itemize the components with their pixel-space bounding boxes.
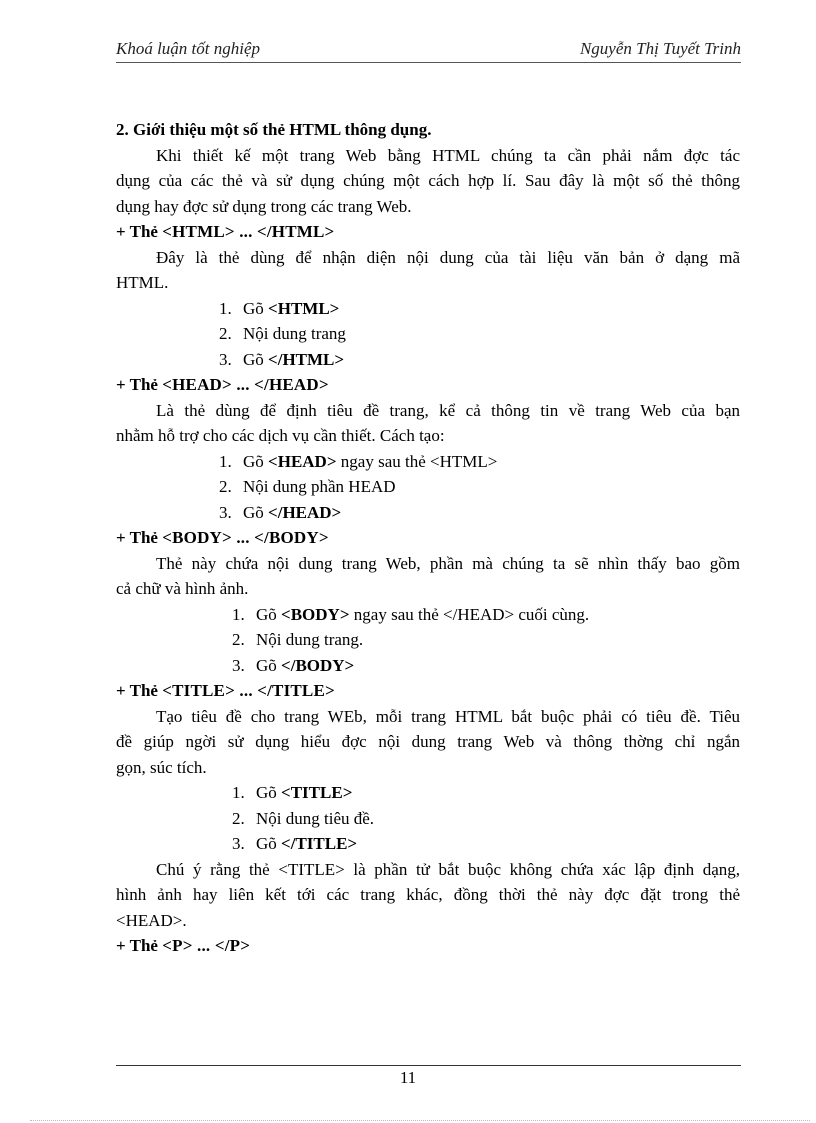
p-tag-name: <P> ... </P> — [162, 936, 251, 955]
title-note-line-2: hình ảnh hay liên kết tới các trang khác, đồng thời thẻ này đợc đặt trong thẻ — [116, 885, 740, 904]
step-after: ngay sau thẻ <HTML> — [336, 451, 498, 471]
step-number: 2. — [232, 630, 245, 649]
header-right-text: Nguyễn Thị Tuyết Trinh — [579, 39, 741, 58]
step-tag: </TITLE> — [281, 834, 358, 853]
page-header — [116, 40, 741, 63]
step-number: 1. — [232, 604, 245, 624]
step-number: 3. — [219, 502, 232, 522]
head-tag-heading — [116, 372, 740, 398]
footer-rule — [116, 1065, 741, 1066]
html-tag-prefix: + Thẻ — [116, 222, 163, 241]
step-number: 1. — [219, 451, 232, 471]
step-text: Gõ — [256, 834, 282, 853]
step-tag: </HTML> — [268, 349, 345, 369]
body-desc-line-1: Thẻ này chứa nội dung trang Web, phần mà chúng ta sẽ nhìn thấy bao gồm — [156, 553, 740, 573]
html-tag-name: <HTML> ... </HTML> — [162, 222, 335, 241]
step-tag: <HEAD> — [268, 451, 337, 471]
step-number: 3. — [232, 655, 245, 675]
title-step-3 — [116, 831, 740, 857]
title-note-line-1: Chú ý rằng thẻ <TITLE> là phần tử bắt buộc không chứa xác lập định dạng, — [156, 859, 740, 879]
html-step-2 — [116, 321, 740, 347]
step-tag: <TITLE> — [281, 783, 353, 802]
page-number: 11 — [399, 1068, 417, 1087]
step-text: Gõ — [243, 349, 269, 369]
html-tag-heading — [116, 219, 740, 245]
head-tag-prefix: + Thẻ — [116, 375, 163, 394]
title-note-line-3: <HEAD>. — [116, 910, 187, 930]
page-bottom-dotted-line — [30, 1120, 810, 1121]
body-step-1 — [116, 602, 740, 628]
step-text: Gõ — [243, 451, 269, 471]
step-number: 1. — [232, 783, 245, 802]
step-tag: </BODY> — [281, 655, 355, 675]
body-tag-heading — [116, 525, 740, 551]
title-step-2 — [116, 806, 740, 832]
intro-line-3: dụng hay đợc sử dụng trong các trang Web. — [116, 196, 412, 216]
step-number: 3. — [219, 349, 232, 369]
html-desc-line-2: HTML. — [116, 273, 169, 292]
html-step-1 — [116, 296, 740, 322]
body-tag-name: <BODY> ... </BODY> — [162, 528, 329, 547]
p-tag-heading — [116, 933, 740, 959]
step-number: 3. — [232, 834, 245, 853]
step-number: 2. — [219, 477, 232, 496]
step-number: 2. — [232, 808, 245, 828]
step-tag: </HEAD> — [268, 502, 342, 522]
intro-line-1: Khi thiết kế một trang Web bằng HTML chúng ta cần phải nắm đợc tác — [156, 145, 740, 165]
page-content — [116, 117, 740, 959]
step-text: Gõ — [243, 502, 269, 522]
head-desc-line-1: Là thẻ dùng để định tiêu đề trang, kể cả thông tin về trang Web của bạn — [156, 400, 740, 420]
title-tag-heading — [116, 678, 740, 704]
step-tag: <HTML> — [268, 298, 340, 318]
step-text: Gõ — [256, 783, 282, 802]
step-number: 1. — [219, 298, 232, 318]
head-tag-name: <HEAD> ... </HEAD> — [162, 375, 329, 394]
step-tag: <BODY> — [281, 604, 350, 624]
step-text: Nội dung tiêu đề. — [256, 808, 375, 828]
p-tag-prefix: + Thẻ — [116, 936, 163, 955]
title-desc-line-2: đề giúp ngời sử dụng hiểu đợc nội dung trang Web và thông thờng chỉ ngắn — [116, 732, 740, 751]
title-step-1 — [116, 780, 740, 806]
step-text: Gõ — [243, 298, 269, 318]
section-title: 2. Giới thiệu một số thẻ HTML thông dụng. — [116, 120, 432, 139]
title-desc-line-1: Tạo tiêu đề cho trang WEb, mỗi trang HTML bắt buộc phải có tiêu đề. Tiêu — [156, 706, 740, 726]
html-step-3 — [116, 347, 740, 373]
head-step-2 — [116, 474, 740, 500]
body-tag-prefix: + Thẻ — [116, 528, 163, 547]
body-step-2 — [116, 627, 740, 653]
head-step-3 — [116, 500, 740, 526]
body-step-3 — [116, 653, 740, 679]
title-desc-line-3: gọn, súc tích. — [116, 757, 207, 777]
step-text: Nội dung trang — [243, 324, 346, 343]
step-text: Nội dung trang. — [256, 630, 364, 649]
title-tag-name: <TITLE> ... </TITLE> — [162, 681, 335, 700]
header-left-text: Khoá luận tốt nghiệp — [116, 39, 261, 58]
body-desc-line-2: cả chữ và hình ảnh. — [116, 579, 249, 598]
step-number: 2. — [219, 324, 232, 343]
step-text: Gõ — [256, 655, 282, 675]
title-tag-prefix: + Thẻ — [116, 681, 163, 700]
head-step-1 — [116, 449, 740, 475]
step-after: ngay sau thẻ </HEAD> cuối cùng. — [349, 604, 590, 624]
html-desc-line-1: Đây là thẻ dùng để nhận diện nội dung của tài liệu văn bản ở dạng mã — [156, 247, 740, 267]
head-desc-line-2: nhằm hỗ trợ cho các dịch vụ cần thiết. Cách tạo: — [116, 426, 445, 445]
intro-line-2: dụng của các thẻ và sử dụng chúng một cách hợp lí. Sau đây là một số thẻ thông — [116, 171, 740, 190]
step-text: Gõ — [256, 604, 282, 624]
step-text: Nội dung phần HEAD — [243, 477, 396, 496]
